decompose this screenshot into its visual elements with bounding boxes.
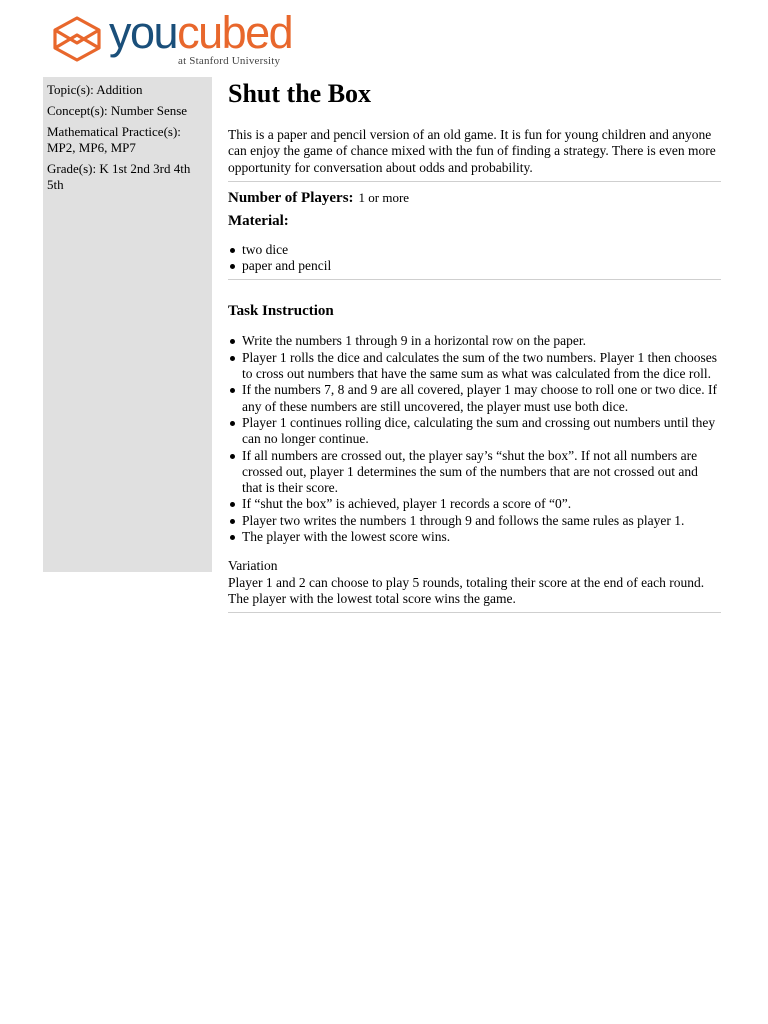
youcubed-cube-logo-icon xyxy=(52,16,102,62)
practice-text: Mathematical Practice(s): MP2, MP6, MP7 xyxy=(47,124,181,155)
main-content xyxy=(228,78,721,613)
list-item: Write the numbers 1 through 9 in a horizontal row on the paper. xyxy=(228,333,721,349)
material-heading: Material: xyxy=(228,212,289,229)
grades-text: Grade(s): K 1st 2nd 3rd 4th 5th xyxy=(47,161,191,192)
list-item: Player 1 rolls the dice and calculates the sum of the two numbers. Player 1 then chooses to cross out numbers that have the same sum as what was calculated from the dice roll. xyxy=(228,350,721,383)
divider xyxy=(228,279,721,280)
players-label: Number of Players: xyxy=(228,189,354,206)
list-item: paper and pencil xyxy=(228,258,721,274)
list-item: Player two writes the numbers 1 through 9 and follows the same rules as player 1. xyxy=(228,513,721,529)
topics-text: Topic(s): Addition xyxy=(47,82,143,97)
list-item: two dice xyxy=(228,242,721,258)
logo-word-cubed: cubed xyxy=(177,7,293,58)
concepts-text: Concept(s): Number Sense xyxy=(47,103,188,118)
materials-list xyxy=(228,242,721,275)
divider xyxy=(228,181,721,182)
task-info-sidebar xyxy=(43,77,212,572)
list-item: If all numbers are crossed out, the player say’s “shut the box”. If not all numbers are crossed out, player 1 determines the sum of the numbers that are not crossed out and that is their score. xyxy=(228,448,721,497)
page-title: Shut the Box xyxy=(228,79,372,108)
logo-subtitle: at Stanford University xyxy=(178,55,281,67)
logo-word-you: you xyxy=(109,7,178,58)
list-item: If the numbers 7, 8 and 9 are all covered, player 1 may choose to roll one or two dice. If any of these numbers are still uncovered, the player must use both dice. xyxy=(228,382,721,415)
list-item: The player with the lowest score wins. xyxy=(228,529,721,545)
youcubed-logo xyxy=(52,7,302,70)
task-instruction-heading: Task Instruction xyxy=(228,303,334,320)
divider xyxy=(228,612,721,613)
players-line xyxy=(228,189,721,207)
intro-paragraph: This is a paper and pencil version of an old game. It is fun for young children and anyone can enjoy the game of chance mixed with the fun of finding a strategy. There is even more opportunity for conversation about odds and probability. xyxy=(228,127,716,175)
list-item: Player 1 continues rolling dice, calculating the sum and crossing out numbers until they can no longer continue. xyxy=(228,415,721,448)
variation-text: Player 1 and 2 can choose to play 5 rounds, totaling their score at the end of each round. The player with the lowest total score wins the game. xyxy=(228,574,705,606)
instructions-list xyxy=(228,333,721,545)
variation-heading: Variation xyxy=(228,558,278,574)
list-item: If “shut the box” is achieved, player 1 records a score of “0”. xyxy=(228,496,721,512)
logo-wordmark xyxy=(109,8,292,58)
players-value: 1 or more xyxy=(358,189,410,205)
